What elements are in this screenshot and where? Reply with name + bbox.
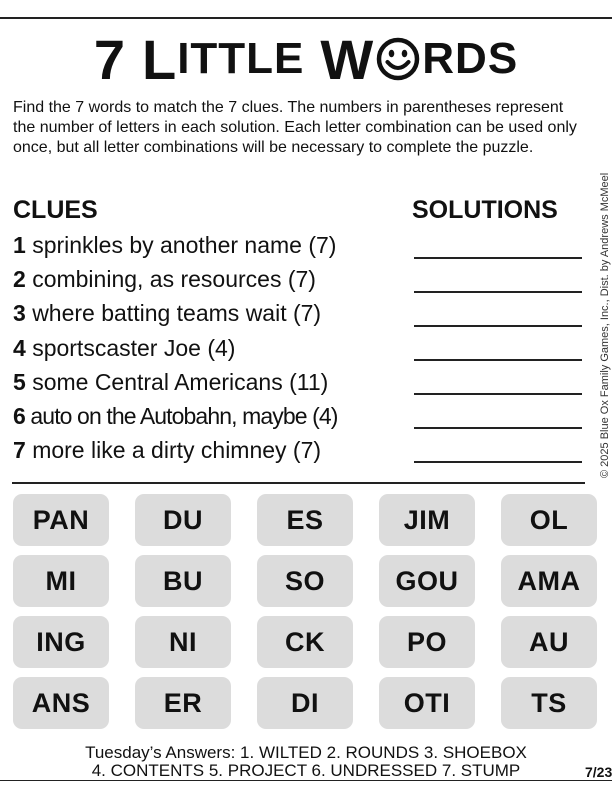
letter-tile[interactable]: OL — [501, 494, 597, 546]
clue-number: 3 — [13, 300, 26, 326]
letter-tile[interactable]: PAN — [13, 494, 109, 546]
solution-line-6[interactable] — [414, 427, 582, 429]
letter-tile[interactable]: GOU — [379, 555, 475, 607]
clue-text: where batting teams wait (7) — [32, 300, 322, 326]
copyright-notice: © 2025 Blue Ox Family Games, Inc., Dist. by Andrews McMeel — [599, 172, 611, 478]
letter-tile[interactable]: DI — [257, 677, 353, 729]
clues-header: CLUES — [13, 196, 98, 224]
letter-tile[interactable]: JIM — [379, 494, 475, 546]
letter-tile[interactable]: CK — [257, 616, 353, 668]
section-divider — [12, 482, 585, 484]
title-number: 7 — [93, 27, 126, 91]
letter-tile[interactable]: OTI — [379, 677, 475, 729]
clue-number: 7 — [13, 437, 26, 463]
instructions-text: Find the 7 words to match the 7 clues. The numbers in parentheses represent the number of letters in each solution. Each letter combination can be used only once, but all letter combinations will be necessary to complete the puzzle. — [13, 99, 577, 156]
clue-number: 6 — [13, 403, 25, 429]
smiley-icon — [375, 36, 421, 82]
clue-number: 5 — [13, 369, 26, 395]
clue-number: 1 — [13, 232, 26, 258]
puzzle-date: 7/23 — [585, 764, 612, 780]
clue-text: some Central Americans (11) — [32, 369, 329, 395]
solutions-header: SOLUTIONS — [412, 196, 558, 224]
solution-line-2[interactable] — [414, 291, 582, 293]
clue-2 — [13, 264, 413, 294]
letter-tile[interactable]: ES — [257, 494, 353, 546]
letter-tile[interactable]: BU — [135, 555, 231, 607]
solution-line-3[interactable] — [414, 325, 582, 327]
clue-4 — [13, 333, 413, 363]
clue-number: 4 — [13, 335, 26, 361]
letter-tile[interactable]: ANS — [13, 677, 109, 729]
solution-line-1[interactable] — [414, 257, 582, 259]
letter-tile[interactable]: ER — [135, 677, 231, 729]
solution-line-7[interactable] — [414, 461, 582, 463]
letter-tile[interactable]: AMA — [501, 555, 597, 607]
letter-tile[interactable]: SO — [257, 555, 353, 607]
previous-answers-line-1: Tuesday’s Answers: 1. WILTED 2. ROUNDS 3. SHOEBOX — [85, 743, 527, 762]
clue-7 — [13, 435, 413, 465]
clue-number: 2 — [13, 266, 26, 292]
clue-text: combining, as resources (7) — [32, 266, 316, 292]
clue-text: more like a dirty chimney (7) — [32, 437, 322, 463]
solution-line-4[interactable] — [414, 359, 582, 361]
puzzle-title — [0, 24, 612, 94]
top-rule — [0, 17, 612, 19]
letter-tile[interactable]: NI — [135, 616, 231, 668]
clue-6 — [13, 401, 413, 431]
clue-5 — [13, 367, 413, 397]
letter-tile[interactable]: PO — [379, 616, 475, 668]
letter-tile[interactable]: ING — [13, 616, 109, 668]
bottom-rule — [0, 780, 612, 781]
letter-tile[interactable]: MI — [13, 555, 109, 607]
title-l: L — [141, 27, 178, 91]
previous-answers-line-2: 4. CONTENTS 5. PROJECT 6. UNDRESSED 7. STUMP — [91, 761, 521, 780]
letter-tile[interactable]: DU — [135, 494, 231, 546]
letter-tile[interactable]: TS — [501, 677, 597, 729]
clue-text: sprinkles by another name (7) — [32, 232, 337, 258]
solution-line-5[interactable] — [414, 393, 582, 395]
clue-1 — [13, 230, 413, 260]
clue-text: auto on the Autobahn, maybe (4) — [30, 403, 338, 429]
title-rds: RDS — [422, 34, 519, 83]
title-w: W — [320, 27, 375, 91]
title-ittle: ITTLE — [177, 34, 305, 83]
clue-text: sportscaster Joe (4) — [32, 335, 236, 361]
clue-3 — [13, 298, 413, 328]
letter-tile[interactable]: AU — [501, 616, 597, 668]
